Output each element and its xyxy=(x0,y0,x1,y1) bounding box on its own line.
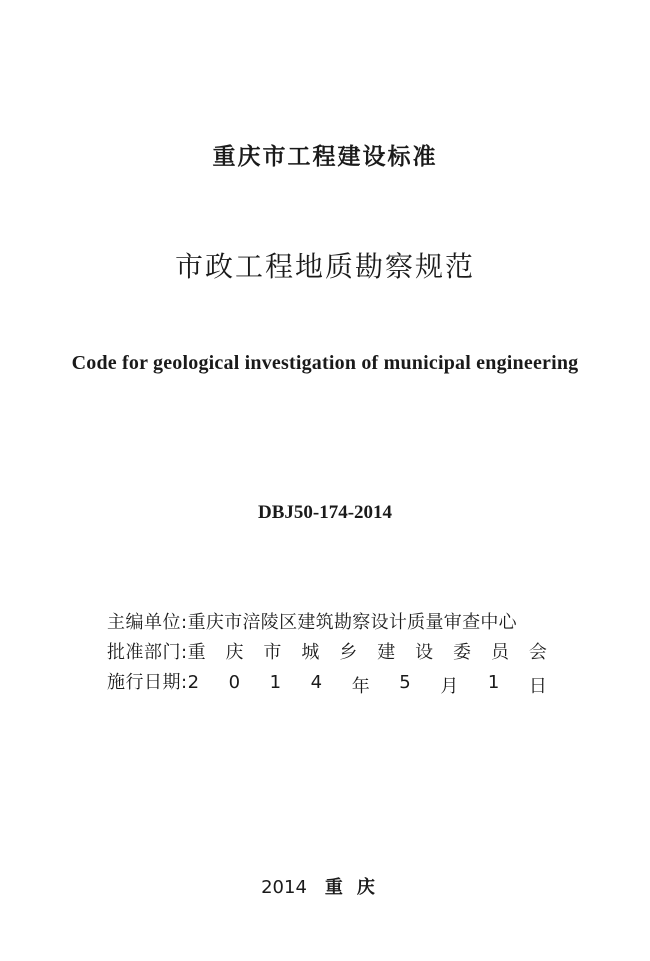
publication-info xyxy=(107,608,567,698)
editor-value: 重庆市涪陵区建筑勘察设计质量审查中心 xyxy=(187,612,517,633)
date-char: 4 xyxy=(310,672,323,693)
approver-char: 建 xyxy=(377,642,396,663)
approver-char: 庆 xyxy=(225,642,244,663)
standard-code: DBJ50-174-2014 xyxy=(257,502,393,523)
date-char: 5 xyxy=(399,672,411,693)
editor-label: 主编单位: xyxy=(107,612,188,633)
effective-date-value xyxy=(188,672,567,698)
approver-char: 员 xyxy=(490,642,509,663)
date-char: 0 xyxy=(228,672,241,693)
publication-footer xyxy=(0,873,650,899)
english-title: Code for geological investigation of municipal engineering xyxy=(71,352,579,374)
approver-char: 会 xyxy=(528,642,547,663)
effective-date-row xyxy=(107,668,567,698)
approver-row xyxy=(107,638,567,668)
date-char: 1 xyxy=(269,672,282,693)
publication-year: 2014 xyxy=(261,877,307,898)
approver-char: 委 xyxy=(453,642,472,663)
date-char: 月 xyxy=(440,676,459,697)
date-char: 年 xyxy=(351,676,370,697)
editor-row xyxy=(107,608,567,638)
chinese-title: 市政工程地质勘察规范 xyxy=(174,250,475,283)
approver-char: 城 xyxy=(301,642,320,663)
approver-char: 设 xyxy=(415,642,434,663)
standard-series-title: 重庆市工程建设标准 xyxy=(212,144,438,170)
approver-char: 乡 xyxy=(339,642,358,663)
approver-label: 批准部门: xyxy=(107,642,188,663)
approver-char: 市 xyxy=(263,642,282,663)
effective-date-label: 施行日期: xyxy=(107,672,188,693)
approver-char: 重 xyxy=(187,642,206,663)
date-char: 2 xyxy=(187,672,200,693)
date-char: 日 xyxy=(528,676,547,697)
publication-city: 重庆 xyxy=(324,877,389,898)
date-char: 1 xyxy=(487,672,500,693)
approver-value xyxy=(188,638,567,664)
